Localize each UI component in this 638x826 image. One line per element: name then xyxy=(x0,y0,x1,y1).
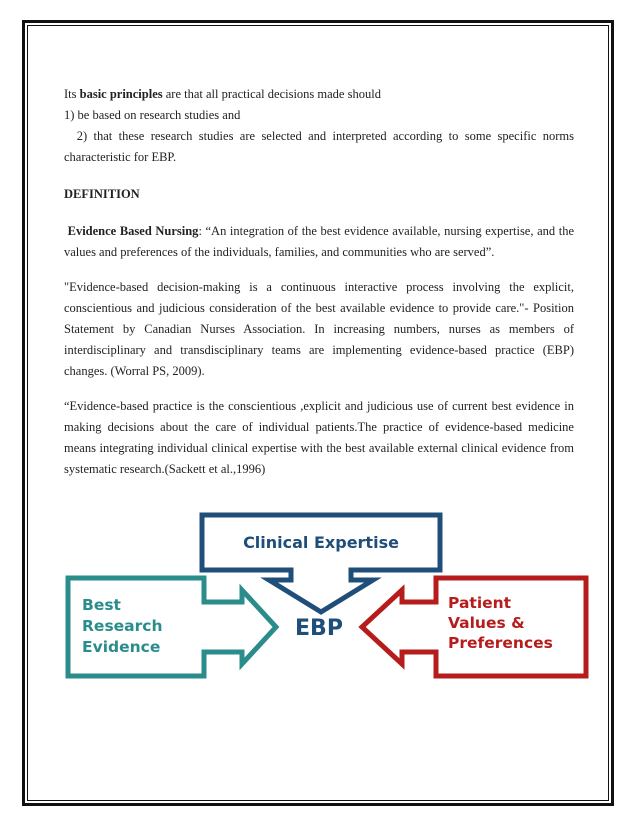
best-research-evidence-label: Best Research Evidence xyxy=(82,596,163,656)
ebp-center-label: EBP xyxy=(295,616,343,641)
document-body xyxy=(64,84,578,480)
principles-intro-bold: basic principles xyxy=(79,87,163,101)
principle-item-2: 2) that these research studies are selected and interpreted according to some specific norms characteristic for EBP. xyxy=(64,129,578,164)
principles-intro: Its basic principles are that all practical decisions made should xyxy=(64,87,381,101)
cna-quote: "Evidence-based decision-making is a continuous interactive process involving the explicit, conscientious and judicious consideration of the best available evidence to provide care."- Position Statement by Canadian Nurses Association. In increasing numbers, nurses as members of interdisciplinary and transdisciplinary teams are implementing evidence-based practice (EBP) changes. (Worral PS, 2009). xyxy=(64,280,574,378)
principle-item-1: 1) be based on research studies and xyxy=(64,108,241,122)
ebn-definition: Evidence Based Nursing: “An integration of the best evidence available, nursing expertise, and the values and preferences of the individuals, families, and communities who are served”. xyxy=(64,224,574,259)
ebn-term: Evidence Based Nursing xyxy=(67,224,199,238)
sackett-quote: “Evidence-based practice is the conscientious ,explicit and judicious use of current best evidence in making decisions about the care of individual patients.The practice of evidence-based medicine means integrating individual clinical expertise with the best available external clinical evidence from systematic research.(Sackett et al.,1996) xyxy=(64,399,574,476)
clinical-expertise-label: Clinical Expertise xyxy=(243,533,399,552)
patient-values-label: Patient Values & Preferences xyxy=(448,594,553,652)
ebp-diagram xyxy=(64,510,592,680)
definition-heading: DEFINITION xyxy=(64,187,140,201)
